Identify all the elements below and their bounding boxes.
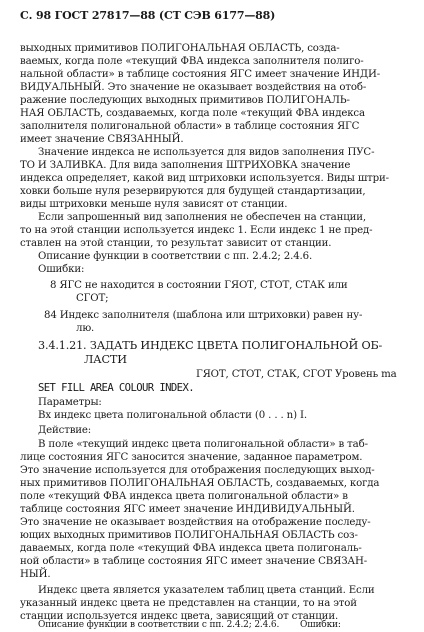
text-line: поле «текущий ФВА индекса цвета полигональной области» в [20,491,348,502]
paragraph-first-line: Индекс цвета является указателем таблиц цвета станций. Если [38,585,375,596]
function-description-ref: Описание функции в соответствии с пп. 2.4.2; 2.4.6. [38,620,280,630]
error-item: 84 Индекс заполнителя (шаблона или штриховки) равен ну- [44,310,363,321]
function-english-name: SET FILL AREA COLOUR INDEX. [38,382,195,394]
text-line: ных примитивов ПОЛИГОНАЛЬНАЯ ОБЛАСТЬ, создаваемых, когда [20,478,380,489]
text-line: индекса определяет, какой вид штриховки используется. Виды штри- [20,173,389,184]
text-line: Это значение используется для отображения последующих выход- [20,465,375,476]
text-line: ВИДУАЛЬНЫЙ. Это значение не оказывает воздействия на отоб- [20,82,367,93]
paragraph-first-line: В поле «текущий индекс цвета полигональной области» в таб- [38,439,368,450]
text-line: то на этой станции используется индекс 1. Если индекс 1 не пред- [20,225,373,236]
text-line: имеет значение СВЯЗАННЫЙ. [20,134,184,145]
parameter-line: Вх индекс цвета полигональной области (0 . . . n) I. [38,410,307,421]
parameters-label: Параметры: [38,397,102,408]
text-line: лице состояния ЯГС заносится значение, заданное параметром. [20,452,363,463]
page-header: С. 98 ГОСТ 27817—88 (СТ СЭВ 6177—88) [20,9,276,22]
error-item-cont: СГОТ; [76,293,109,304]
section-heading: 3.4.1.21. ЗАДАТЬ ИНДЕКС ЦВЕТА ПОЛИГОНАЛЬНОЙ ОБ- [38,339,383,352]
text-line: даваемых, когда поле «текущий ФВА индекса цвета полигональ- [20,543,362,554]
text-line: выходных примитивов ПОЛИГОНАЛЬНАЯ ОБЛАСТЬ, созда- [20,43,340,54]
text-line: ражение последующих выходных примитивов ПОЛИГОНАЛЬ- [20,95,350,106]
text-line: ваемых, когда поле «текущий ФВА индекса заполнителя полиго- [20,56,364,67]
text-line: ТО И ЗАЛИВКА. Для вида заполнения ШТРИХОВКА значение [20,160,351,171]
function-description-ref: Описание функции в соответствии с пп. 2.4.2; 2.4.6. [38,251,313,262]
errors-label: Ошибки: [38,264,85,275]
text-line: заполнителя полигональной области» в таблице состояния ЯГС [20,121,360,132]
text-line: ющих выходных примитивов ПОЛИГОНАЛЬНАЯ ОБЛАСТЬ соз- [20,530,358,541]
paragraph-first-line: Значение индекса не используется для видов заполнения ПУС- [38,147,375,158]
text-line: НАЯ ОБЛАСТЬ, создаваемых, когда поле «текущий ФВА индекса [20,108,365,119]
action-label: Действие: [38,425,92,436]
paragraph-first-line: Если запрошенный вид заполнения не обеспечен на станции, [38,212,367,223]
text-line: ховки больше нуля резервируются для будущей стандартизации, [20,186,366,197]
text-line: НЫЙ. [20,569,51,580]
error-item: 8 ЯГС не находится в состоянии ГЯОТ, СТОТ, СТАК или [50,280,348,291]
text-line: виды штриховки меньше нуля зависят от станции. [20,199,288,210]
text-line: таблице состояния ЯГС имеет значение ИНДИВИДУАЛЬНЫЙ. [20,504,355,515]
errors-label: Ошибки: [300,620,341,630]
text-line: нальной области» в таблице состояния ЯГС имеет значение ИНДИ- [20,69,381,80]
states-level: ГЯОТ, СТОТ, СТАК, СГОТ Уровень ma [196,369,397,380]
text-line: ной области» в таблице состояния ЯГС имеет значение СВЯЗАН- [20,556,367,567]
text-line: станции используется индекс цвета, зависящий от станции. [20,611,339,622]
text-line: Это значение не оказывает воздействия на отображение последу- [20,517,371,528]
text-line: ставлен на этой станции, то результат зависит от станции. [20,238,332,249]
error-item-cont: лю. [76,323,95,334]
section-heading-cont: ЛАСТИ [84,353,127,366]
text-line: указанный индекс цвета не представлен на станции, то на этой [20,598,357,609]
